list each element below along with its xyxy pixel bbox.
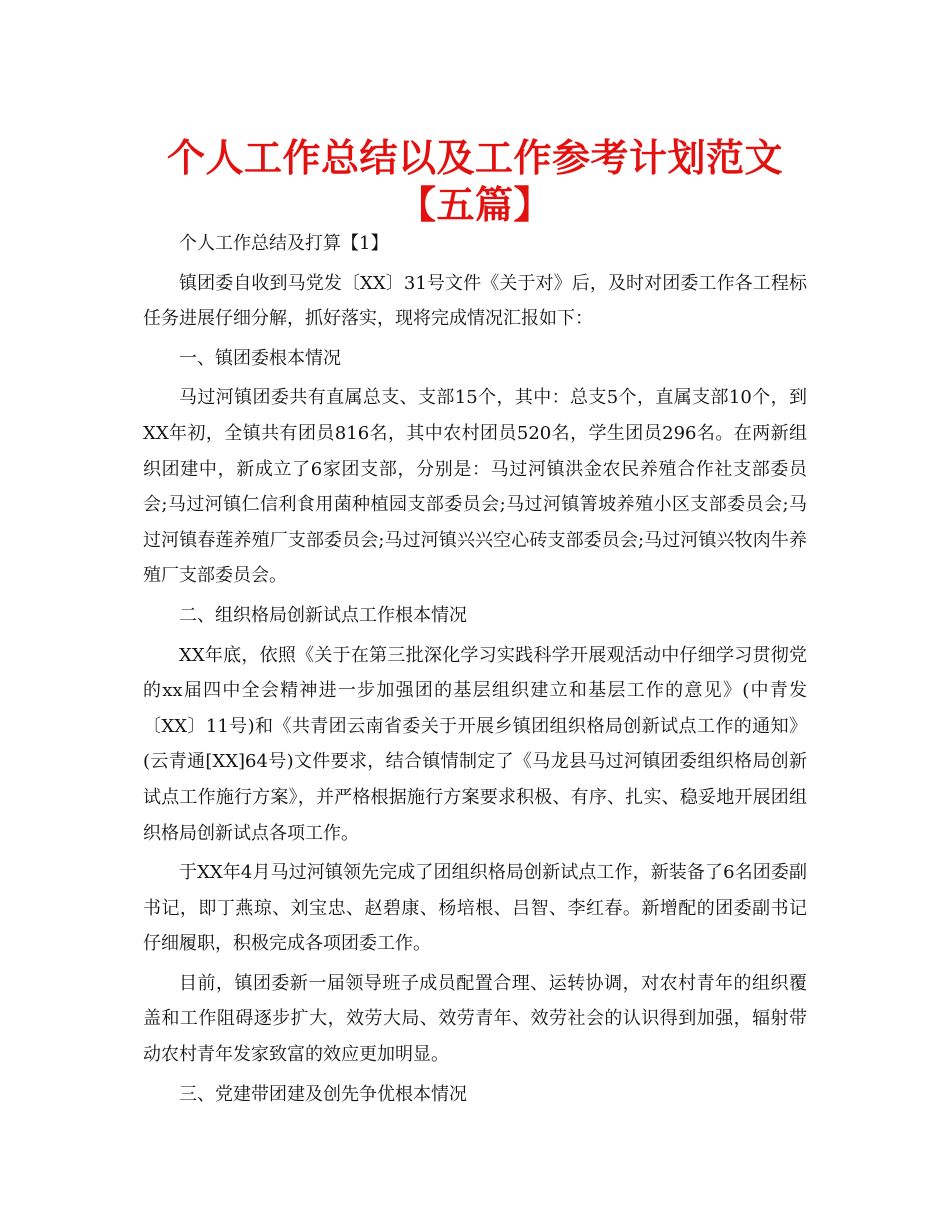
document-body	[143, 226, 807, 1116]
section-heading: 三、党建带团建及创先争优根本情况	[179, 1083, 467, 1105]
paragraph: 镇团委自收到马党发〔XX〕31号文件《关于对》后，及时对团委工作各工程标任务进展仔细分解，抓好落实，现将完成情况汇报如下：	[143, 272, 807, 330]
paragraph: 目前，镇团委新一届领导班子成员配置合理、运转协调，对农村青年的组织覆盖和工作阻碍逐步扩大，效劳大局、效劳青年、效劳社会的认识得到加强，辐射带动农村青年发家致富的效应更加明显。	[143, 972, 807, 1066]
document-title: 个人工作总结以及工作参考计划范文【五篇】	[166, 135, 783, 227]
section-heading: 个人工作总结及打算【1】	[179, 233, 389, 254]
section-heading: 一、镇团委根本情况	[179, 347, 341, 369]
paragraph: 马过河镇团委共有直属总支、支部15个，其中：总支5个，直属支部10个，到XX年初，全镇共有团员816名，其中农村团员520名，学生团员296名。在两新组织团建中，新成立了6家团支部，分别是：马过河镇洪金农民养殖合作社支部委员会;马过河镇仁信利食用菌种植园支部委员会;马过河镇箐坡养殖小区支部委员会;马过河镇春莲养殖厂支部委员会;马过河镇兴兴空心砖支部委员会;马过河镇兴牧肉牛养殖厂支部委员会。	[143, 387, 807, 587]
paragraph: XX年底，依照《关于在第三批深化学习实践科学开展观活动中仔细学习贯彻党的xx届四中全会精神进一步加强团的基层组织建立和基层工作的意见》(中青发〔XX〕11号)和《共青团云南省委关于开展乡镇团组织格局创新试点工作的通知》(云青通[XX]64号)文件要求，结合镇情制定了《马龙县马过河镇团委组织格局创新试点工作施行方案》，并严格根据施行方案要求积极、有序、扎实、稳妥地开展团组织格局创新试点各项工作。	[143, 644, 807, 844]
section-heading: 二、组织格局创新试点工作根本情况	[179, 604, 467, 626]
paragraph: 于XX年4月马过河镇领先完成了团组织格局创新试点工作，新装备了6名团委副书记，即丁燕琼、刘宝忠、赵碧康、杨培根、吕智、李红春。新增配的团委副书记仔细履职，积极完成各项团委工作。	[143, 862, 807, 955]
